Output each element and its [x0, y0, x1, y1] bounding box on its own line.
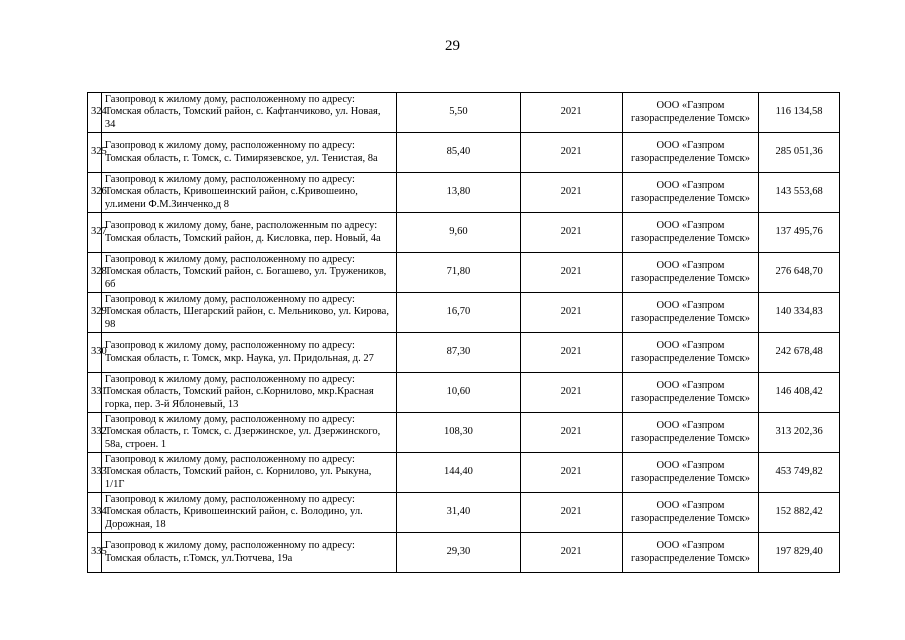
table-row — [88, 453, 840, 493]
pipeline-length: 31,40 — [397, 493, 520, 533]
commission-year: 2021 — [520, 493, 622, 533]
operator-organization: ООО «Газпром газораспределение Томск» — [622, 373, 758, 413]
operator-organization: ООО «Газпром газораспределение Томск» — [622, 293, 758, 333]
commission-year: 2021 — [520, 333, 622, 373]
pipeline-length: 16,70 — [397, 293, 520, 333]
operator-organization: ООО «Газпром газораспределение Томск» — [622, 253, 758, 293]
table-row — [88, 133, 840, 173]
object-description: Газопровод к жилому дому, расположенному по адресу: Томская область, Томский район, с.Корнилово, мкр.Красная горка, пер. 3-й Яблоневый, 13 — [101, 373, 396, 413]
object-description: Газопровод к жилому дому, расположенному по адресу: Томская область, г.Томск, ул.Тютчева, 19а — [101, 533, 396, 573]
commission-year: 2021 — [520, 173, 622, 213]
commission-year: 2021 — [520, 133, 622, 173]
operator-organization: ООО «Газпром газораспределение Томск» — [622, 173, 758, 213]
table-row — [88, 533, 840, 573]
commission-year: 2021 — [520, 533, 622, 573]
cost-value: 140 334,83 — [759, 293, 840, 333]
commission-year: 2021 — [520, 453, 622, 493]
operator-organization: ООО «Газпром газораспределение Томск» — [622, 453, 758, 493]
table-row — [88, 373, 840, 413]
object-description: Газопровод к жилому дому, расположенному по адресу: Томская область, Томский район, с. Кафтанчиково, ул. Новая, 34 — [101, 93, 396, 133]
cost-value: 276 648,70 — [759, 253, 840, 293]
register-table — [87, 92, 840, 573]
pipeline-length: 87,30 — [397, 333, 520, 373]
pipeline-length: 144,40 — [397, 453, 520, 493]
row-number: 335 — [88, 533, 102, 573]
cost-value: 116 134,58 — [759, 93, 840, 133]
object-description: Газопровод к жилому дому, расположенному по адресу: Томская область, г. Томск, с. Дзержинское, ул. Дзержинского, 58а, строен. 1 — [101, 413, 396, 453]
object-description: Газопровод к жилому дому, расположенному по адресу: Томская область, г. Томск, мкр. Наука, ул. Придольная, д. 27 — [101, 333, 396, 373]
row-number: 325 — [88, 133, 102, 173]
register-table-body — [88, 93, 840, 573]
commission-year: 2021 — [520, 213, 622, 253]
object-description: Газопровод к жилому дому, расположенному по адресу: Томская область, г. Томск, с. Тимирязевское, ул. Тенистая, 8а — [101, 133, 396, 173]
operator-organization: ООО «Газпром газораспределение Томск» — [622, 533, 758, 573]
commission-year: 2021 — [520, 93, 622, 133]
object-description: Газопровод к жилому дому, бане, расположенным по адресу: Томская область, Томский район, д. Кисловка, пер. Новый, 4а — [101, 213, 396, 253]
operator-organization: ООО «Газпром газораспределение Томск» — [622, 333, 758, 373]
table-row — [88, 493, 840, 533]
row-number: 327 — [88, 213, 102, 253]
commission-year: 2021 — [520, 413, 622, 453]
table-row — [88, 413, 840, 453]
cost-value: 242 678,48 — [759, 333, 840, 373]
row-number: 329 — [88, 293, 102, 333]
cost-value: 146 408,42 — [759, 373, 840, 413]
row-number: 333 — [88, 453, 102, 493]
operator-organization: ООО «Газпром газораспределение Томск» — [622, 493, 758, 533]
row-number: 334 — [88, 493, 102, 533]
row-number: 331 — [88, 373, 102, 413]
pipeline-length: 9,60 — [397, 213, 520, 253]
pipeline-length: 10,60 — [397, 373, 520, 413]
pipeline-length: 71,80 — [397, 253, 520, 293]
object-description: Газопровод к жилому дому, расположенному по адресу: Томская область, Кривошеинский район, с. Володино, ул. Дорожная, 18 — [101, 493, 396, 533]
commission-year: 2021 — [520, 293, 622, 333]
cost-value: 152 882,42 — [759, 493, 840, 533]
operator-organization: ООО «Газпром газораспределение Томск» — [622, 93, 758, 133]
object-description: Газопровод к жилому дому, расположенному по адресу: Томская область, Кривошеинский район, с.Кривошеино, ул.имени Ф.М.Зинченко,д 8 — [101, 173, 396, 213]
row-number: 332 — [88, 413, 102, 453]
commission-year: 2021 — [520, 253, 622, 293]
row-number: 328 — [88, 253, 102, 293]
cost-value: 285 051,36 — [759, 133, 840, 173]
row-number: 330 — [88, 333, 102, 373]
table-row — [88, 293, 840, 333]
table-row — [88, 213, 840, 253]
pipeline-length: 29,30 — [397, 533, 520, 573]
pipeline-length: 108,30 — [397, 413, 520, 453]
cost-value: 143 553,68 — [759, 173, 840, 213]
cost-value: 313 202,36 — [759, 413, 840, 453]
operator-organization: ООО «Газпром газораспределение Томск» — [622, 213, 758, 253]
pipeline-length: 13,80 — [397, 173, 520, 213]
operator-organization: ООО «Газпром газораспределение Томск» — [622, 133, 758, 173]
page-number: 29 — [445, 38, 460, 54]
object-description: Газопровод к жилому дому, расположенному по адресу: Томская область, Шегарский район, с. Мельниково, ул. Кирова, 98 — [101, 293, 396, 333]
row-number: 326 — [88, 173, 102, 213]
object-description: Газопровод к жилому дому, расположенному по адресу: Томская область, Томский район, с. Богашево, ул. Тружеников, 6б — [101, 253, 396, 293]
commission-year: 2021 — [520, 373, 622, 413]
row-number: 324 — [88, 93, 102, 133]
table-row — [88, 173, 840, 213]
pipeline-length: 5,50 — [397, 93, 520, 133]
cost-value: 453 749,82 — [759, 453, 840, 493]
object-description: Газопровод к жилому дому, расположенному по адресу: Томская область, Томский район, с. Корнилово, ул. Рыкуна, 1/1Г — [101, 453, 396, 493]
table-row — [88, 333, 840, 373]
cost-value: 197 829,40 — [759, 533, 840, 573]
table-row — [88, 253, 840, 293]
pipeline-length: 85,40 — [397, 133, 520, 173]
operator-organization: ООО «Газпром газораспределение Томск» — [622, 413, 758, 453]
cost-value: 137 495,76 — [759, 213, 840, 253]
table-row — [88, 93, 840, 133]
